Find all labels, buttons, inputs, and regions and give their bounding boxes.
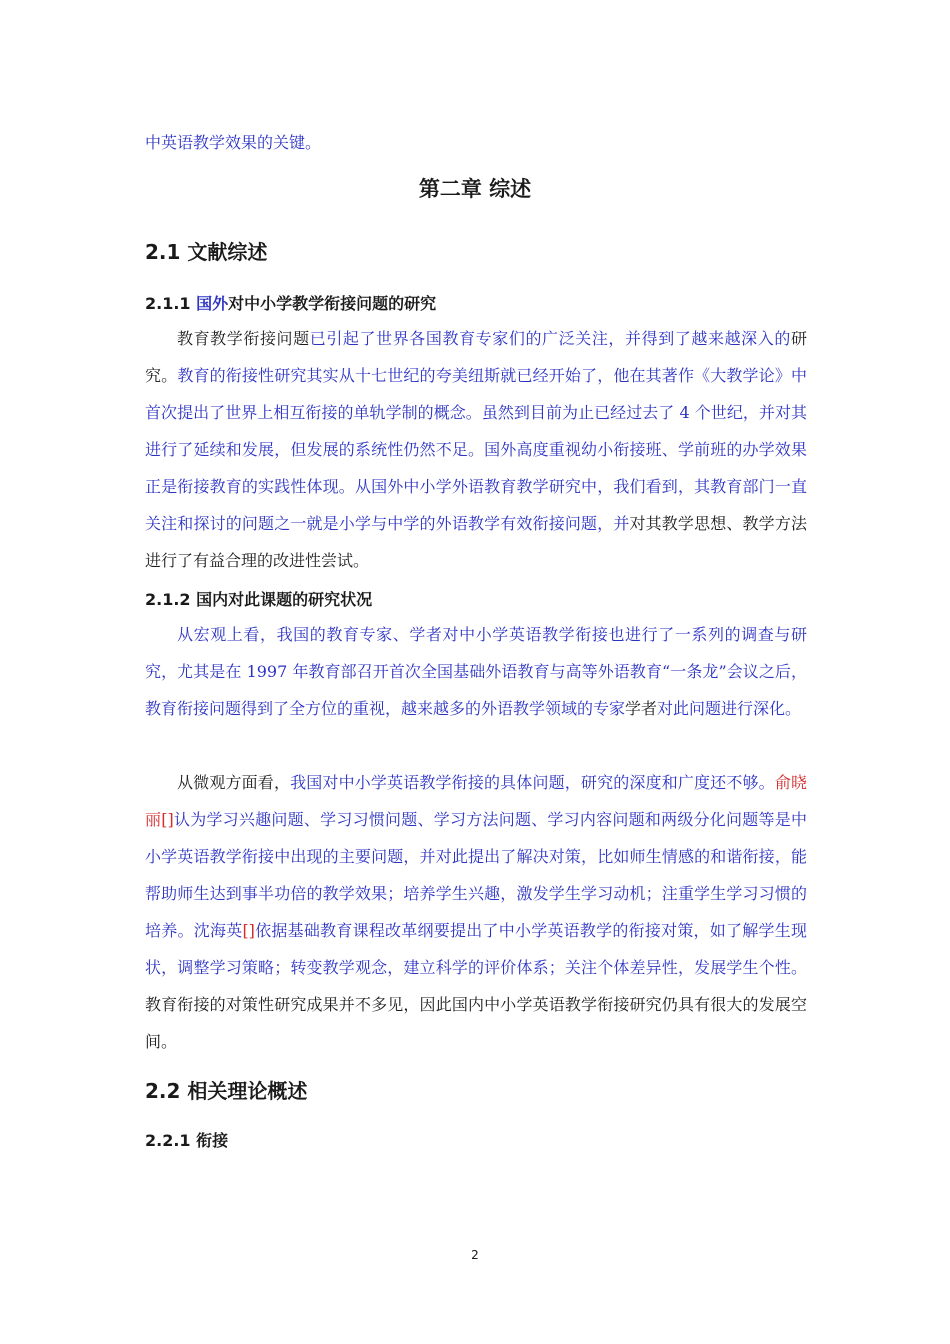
citation-shen-haiying: [] [242, 921, 255, 940]
para1-s2: 已引起了世界各国教育专家们的广泛关注，并得到了越来越深入的 [309, 329, 791, 348]
intro-tail-paragraph: 中英语教学效果的关键。 [145, 133, 322, 152]
section-heading-2-1-1 [145, 291, 436, 314]
para1-s5: 对其教学思想、教学方法进行了有益合理的改进性尝试。 [145, 514, 807, 570]
para3-s6: 依据基础教育课程改革纲要提出了中小学英语教学的衔接对策，如了解学生现状，调整学习策略；转变教学观念，建立科学的评价体系；关注个体差异性，发展学生个性。 [145, 921, 807, 977]
para2-s2: 学者 [625, 699, 658, 718]
para2-s1: 从宏观上看，我国的教育专家、学者对中小学英语教学衔接也进行了一系列的调查与研究，尤其是在 1997 年教育部召开首次全国基础外语教育与高等外语教育“一条龙”会议之后，教育衔接问题得到了全方位的重视，越来越多的外语教学领域的专家 [145, 625, 807, 718]
paragraph-domestic-micro [145, 764, 807, 1060]
para1-s3: 研究。 [145, 329, 807, 385]
para2-s3: 对此问题进行深化。 [657, 699, 802, 718]
section-heading-2-2-1: 2.2.1 衔接 [145, 1131, 229, 1150]
page-number: 2 [471, 1248, 479, 1262]
para3-s4: 认为学习兴趣问题、学习习惯问题、学习方法问题、学习内容问题和两级分化问题等是中小学英语教学衔接中出现的主要问题，并对此提出了解决对策，比如师生情感的和谐衔接，能帮助师生达到事半功倍的教学效果；培养学生兴趣，激发学生学习动机；注重学生学习习惯的培养。沈海英 [145, 810, 807, 940]
section-heading-2-1-2: 2.1.2 国内对此课题的研究状况 [145, 590, 373, 609]
paragraph-foreign-research [145, 320, 807, 579]
heading-rest: 对中小学教学衔接问题的研究 [228, 294, 437, 313]
section-heading-2-2: 2.2 相关理论概述 [145, 1079, 308, 1103]
para1-s1: 教育教学衔接问题 [177, 329, 310, 348]
heading-number: 2.1.1 [145, 294, 197, 313]
para3-s1: 从微观方面看， [177, 773, 291, 792]
citation-yu-xiaoli: 俞晓丽[] [145, 773, 807, 829]
paragraph-domestic-macro [145, 616, 807, 727]
chapter-title: 第二章 综述 [418, 177, 532, 201]
para1-s4: 教育的衔接性研究其实从十七世纪的夸美纽斯就已经开始了，他在其著作《大教学论》中首次提出了世界上相互衔接的单轨学制的概念。虽然到目前为止已经过去了 4 个世纪，并对其进行了延续和发展，但发展的系统性仍然不足。国外高度重视幼小衔接班、学前班的办学效果正是衔接教育的实践性体现。从国外中小学外语教育教学研究中，我们看到，其教育部门一直关注和探讨的问题之一就是小学与中学的外语教学有效衔接问题，并 [145, 366, 807, 533]
para3-s7: 教育衔接的对策性研究成果并不多见，因此国内中小学英语教学衔接研究仍具有很大的发展空间。 [145, 995, 807, 1051]
heading-foreign: 国外 [196, 294, 229, 313]
para3-s2: 我国对中小学英语教学衔接的具体问题，研究的深度和广度还不够。 [290, 773, 775, 792]
section-heading-2-1: 2.1 文献综述 [145, 240, 268, 264]
